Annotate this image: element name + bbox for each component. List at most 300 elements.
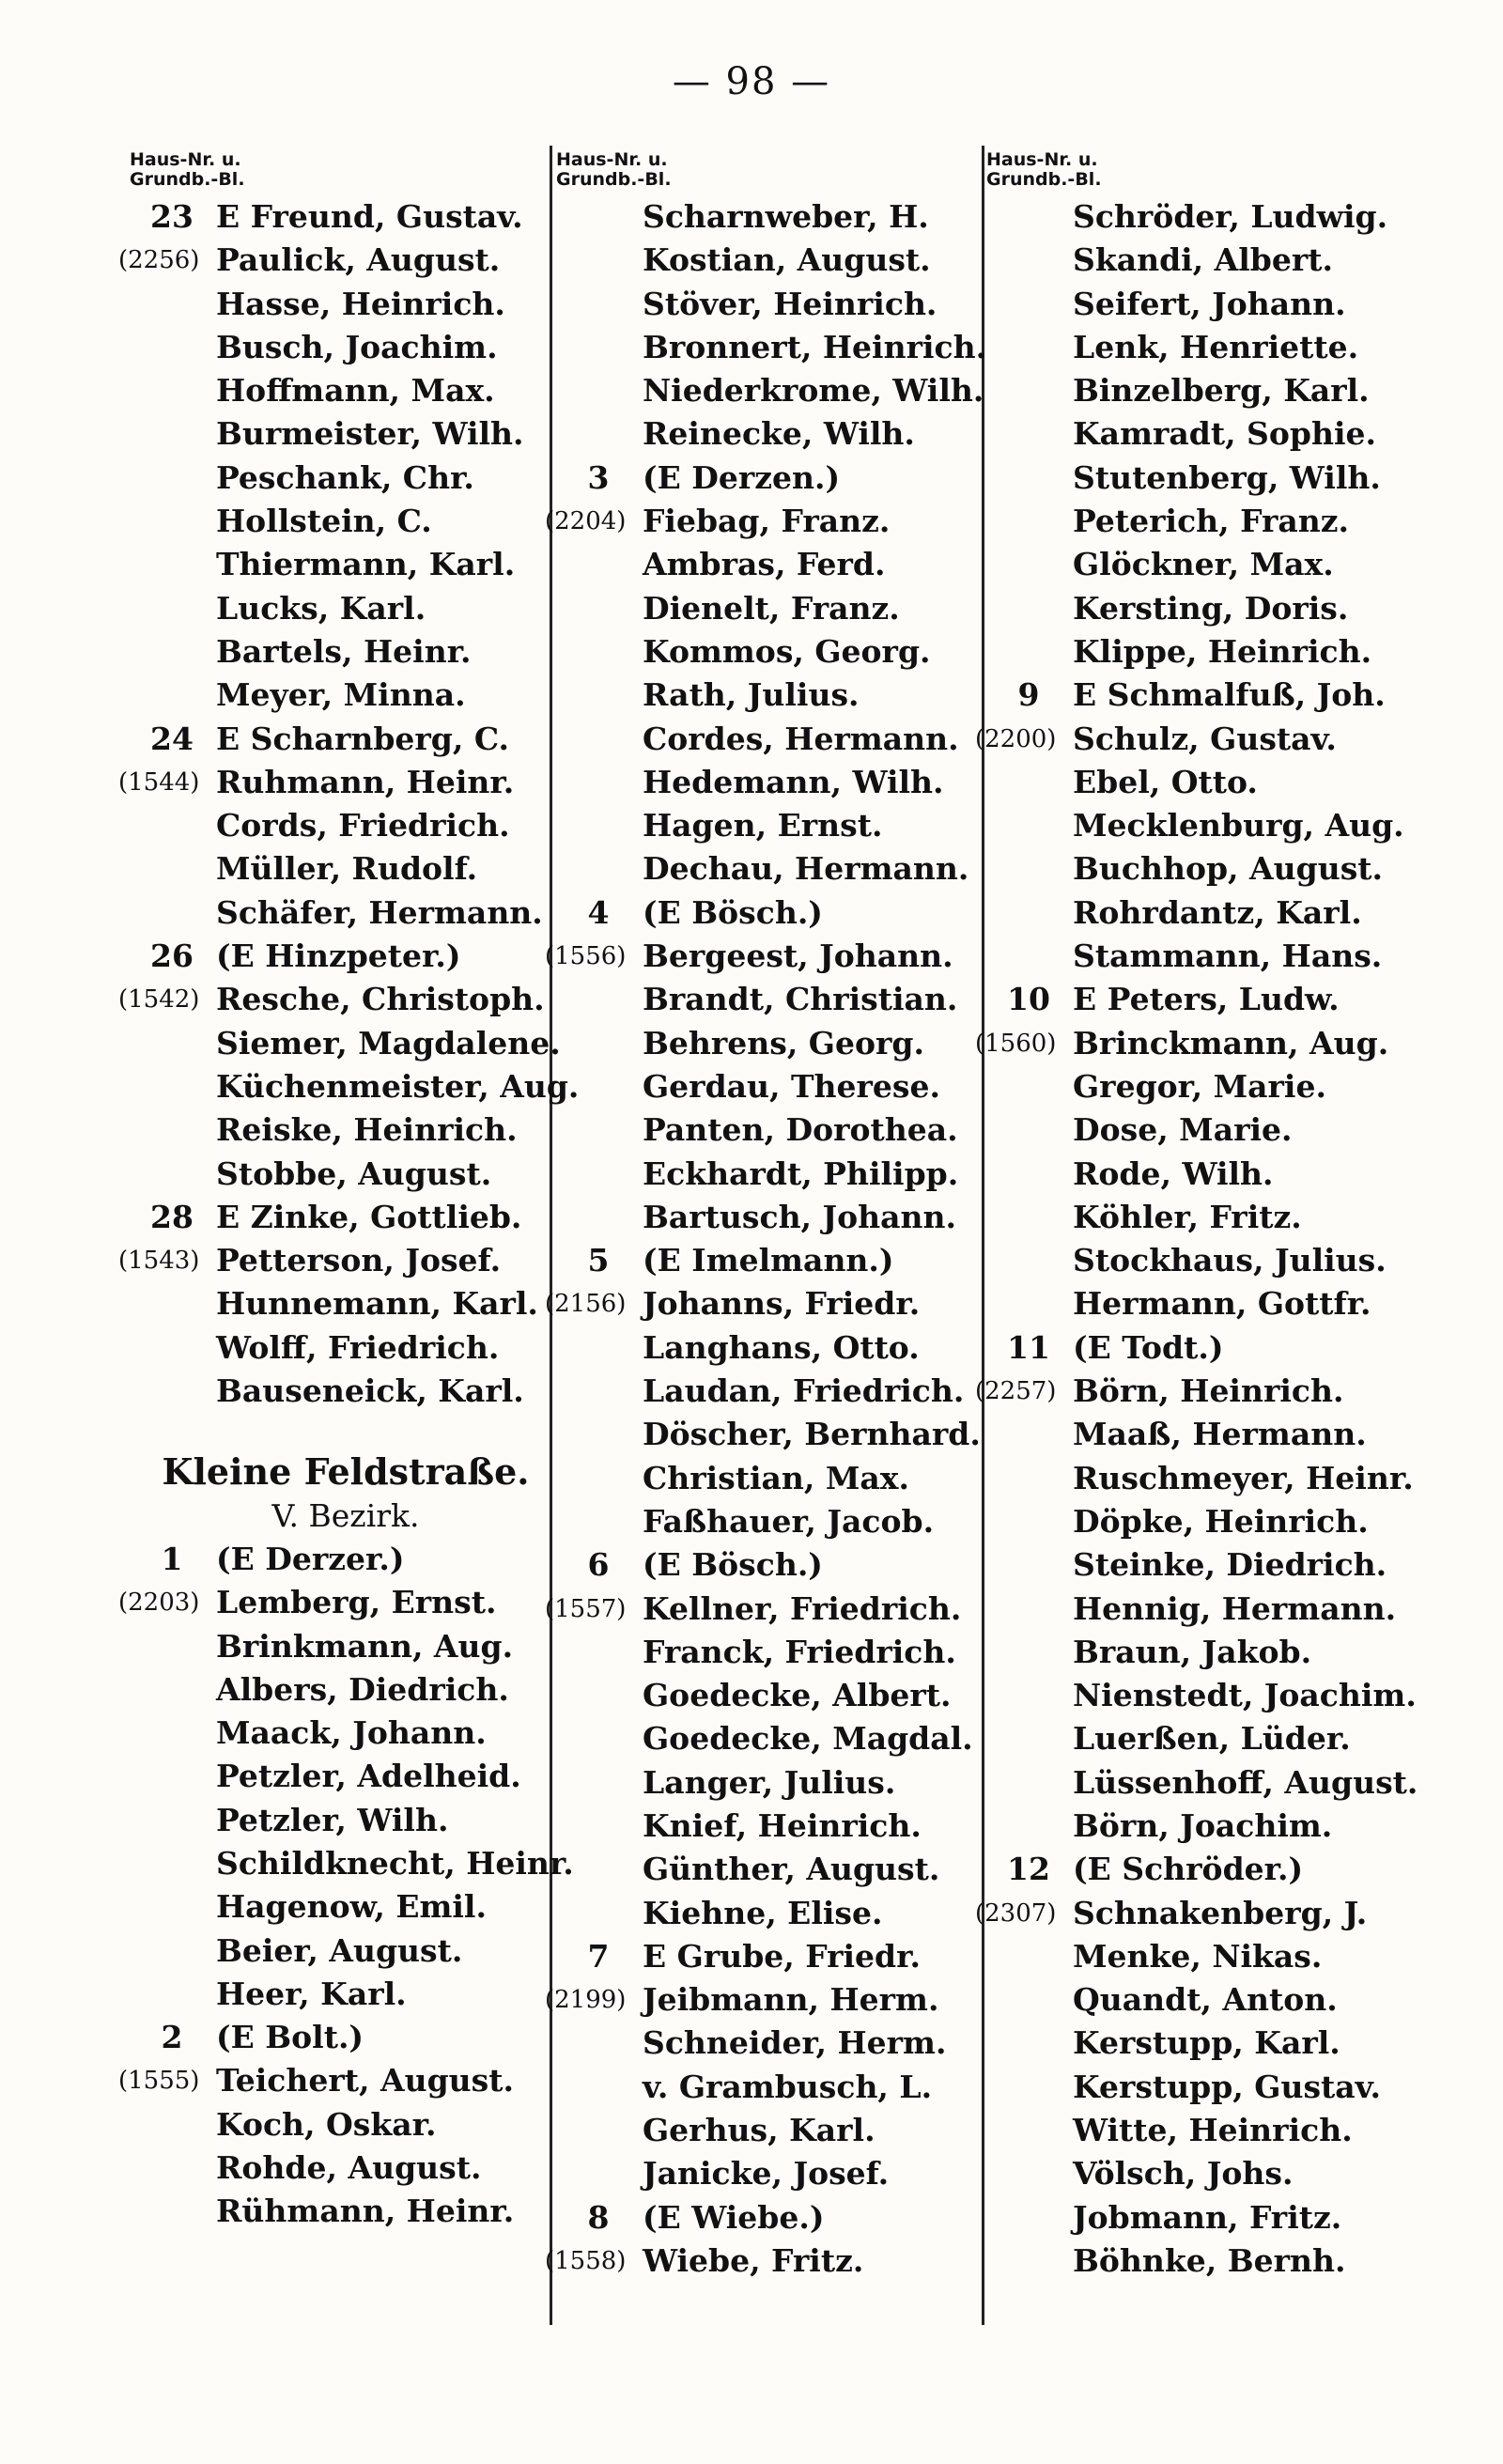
directory-entry (975, 1892, 1475, 1935)
directory-entry (545, 1588, 998, 1631)
directory-entry (118, 978, 562, 1021)
resident-name: Braun, Jakob. (1073, 1633, 1312, 1670)
resident-name: Rühmann, Heinr. (216, 2193, 515, 2230)
directory-entry (118, 2059, 562, 2102)
directory-entry (556, 457, 998, 500)
resident-name: (E Todt.) (1073, 1328, 1224, 1366)
column-header: Haus-Nr. u. Grundb.-Bl. (986, 149, 1102, 190)
directory-entry (556, 587, 998, 630)
column-header: Haus-Nr. u. Grundb.-Bl. (130, 149, 245, 190)
directory-entry (545, 935, 998, 978)
directory-entry (130, 283, 562, 326)
entry-list (545, 195, 998, 2283)
resident-name: Lüssenhoff, August. (1073, 1763, 1418, 1801)
directory-entry (130, 195, 562, 239)
directory-entry (130, 718, 562, 761)
register-number: (1558) (545, 2246, 627, 2275)
resident-name: Hedemann, Wilh. (643, 763, 944, 800)
directory-entry (130, 2016, 562, 2059)
directory-entry (130, 1538, 562, 1581)
directory-entry (130, 891, 562, 935)
directory-entry (545, 1282, 998, 1325)
directory-entry (556, 978, 998, 1021)
directory-entry (130, 1370, 562, 1413)
resident-name: Jobmann, Fritz. (1073, 2198, 1342, 2236)
resident-name: Goedecke, Albert. (643, 1677, 952, 1714)
resident-name: Resche, Christoph. (216, 981, 545, 1018)
resident-name: Janicke, Josef. (643, 2155, 890, 2193)
directory-entry (556, 1935, 998, 1978)
directory-entry (986, 2066, 1475, 2109)
resident-name: Lenk, Henriette. (1073, 328, 1359, 365)
resident-name: Scharnweber, H. (643, 198, 929, 235)
resident-name: Petterson, Josef. (216, 1242, 502, 1279)
resident-name: Laudan, Friedrich. (643, 1372, 965, 1410)
directory-entry (556, 1674, 998, 1717)
resident-name: Dose, Marie. (1073, 1111, 1293, 1149)
resident-name: Ruhmann, Heinr. (216, 763, 515, 800)
resident-name: Rohde, August. (216, 2149, 482, 2187)
resident-name: Burmeister, Wilh. (216, 415, 524, 453)
resident-name: Hermann, Gottfr. (1073, 1285, 1371, 1323)
directory-entry (130, 1799, 562, 1842)
directory-entry (556, 1196, 998, 1239)
directory-entry (986, 1239, 1475, 1282)
directory-entry (118, 761, 562, 804)
resident-name: E Zinke, Gottlieb. (216, 1198, 522, 1235)
directory-entry (556, 239, 998, 282)
directory-entry (986, 1588, 1475, 1631)
resident-name: Kamradt, Sophie. (1073, 415, 1376, 453)
resident-name: Klippe, Heinrich. (1073, 632, 1372, 670)
directory-entry (986, 847, 1475, 891)
directory-entry (556, 1500, 998, 1543)
directory-entry (986, 1065, 1475, 1108)
resident-name: Böhnke, Bernh. (1073, 2241, 1346, 2279)
directory-entry (130, 1625, 562, 1668)
directory-entry (130, 326, 562, 369)
resident-name: Schnakenberg, J. (1073, 1894, 1368, 1931)
resident-name: Rode, Wilh. (1073, 1155, 1274, 1192)
resident-name: Kiehne, Elise. (643, 1894, 883, 1931)
resident-name: Müller, Rudolf. (216, 850, 478, 888)
resident-name: Nienstedt, Joachim. (1073, 1677, 1417, 1714)
directory-entry (986, 1717, 1475, 1760)
resident-name: Gerdau, Therese. (643, 1067, 940, 1105)
resident-name: Stobbe, August. (216, 1155, 492, 1192)
column-3 (975, 149, 1475, 2283)
resident-name: Kerstupp, Karl. (1073, 2024, 1340, 2062)
directory-entry (556, 326, 998, 369)
resident-name: Dienelt, Franz. (643, 589, 900, 627)
resident-name: Reiske, Heinrich. (216, 1111, 518, 1149)
directory-entry (556, 1848, 998, 1891)
resident-name: Johanns, Friedr. (643, 1285, 921, 1323)
resident-name: Paulick, August. (216, 241, 501, 279)
directory-entry (986, 412, 1475, 456)
resident-name: Gerhus, Karl. (643, 2112, 875, 2149)
resident-name: Eckhardt, Philipp. (643, 1155, 959, 1192)
register-number: (2257) (975, 1377, 1057, 1406)
resident-name: Skandi, Albert. (1073, 241, 1333, 279)
resident-name: Hennig, Hermann. (1073, 1589, 1397, 1627)
house-number: 12 (1007, 1851, 1050, 1888)
directory-entry (130, 1712, 562, 1755)
directory-entry (986, 283, 1475, 326)
directory-entry (986, 2239, 1475, 2283)
register-number: (1560) (975, 1029, 1057, 1058)
resident-name: (E Wiebe.) (643, 2198, 825, 2236)
resident-name: Wolff, Friedrich. (216, 1328, 500, 1366)
directory-entry (130, 630, 562, 674)
directory-entry (130, 1842, 574, 1885)
house-number: 3 (587, 458, 610, 496)
resident-name: Hunnemann, Karl. (216, 1285, 538, 1323)
resident-name: Schildknecht, Heinr. (216, 1844, 574, 1882)
directory-entry (545, 500, 998, 543)
directory-entry (130, 1973, 562, 2016)
register-number: (1555) (118, 2067, 200, 2096)
directory-entry (556, 1805, 998, 1848)
directory-entry (130, 1153, 562, 1196)
entry-list (118, 1538, 574, 2234)
resident-name: Heer, Karl. (216, 1975, 407, 2012)
directory-entry (556, 412, 998, 456)
directory-entry (130, 847, 562, 891)
directory-entry (986, 457, 1475, 500)
directory-entry (556, 1892, 998, 1935)
directory-entry (556, 1457, 998, 1500)
resident-name: E Freund, Gustav. (216, 198, 523, 235)
directory-entry (118, 239, 562, 282)
directory-entry (556, 761, 998, 804)
resident-name: Ruschmeyer, Heinr. (1073, 1459, 1414, 1496)
resident-name: Thiermann, Karl. (216, 546, 516, 583)
resident-name: Maack, Johann. (216, 1714, 487, 1752)
resident-name: Börn, Joachim. (1073, 1806, 1333, 1844)
directory-entry (130, 935, 562, 978)
directory-entry (545, 1978, 998, 2022)
resident-name: Maaß, Hermann. (1073, 1416, 1367, 1453)
resident-name: Bauseneick, Karl. (216, 1372, 524, 1410)
directory-entry (986, 195, 1475, 239)
resident-name: Schulz, Gustav. (1073, 720, 1337, 757)
directory-entry (130, 2190, 562, 2233)
resident-name: Jeibmann, Herm. (643, 1981, 939, 2019)
resident-name: Albers, Diedrich. (216, 1670, 509, 1708)
resident-name: Brandt, Christian. (643, 981, 958, 1018)
directory-entry (986, 1674, 1475, 1717)
resident-name: Kellner, Friedrich. (643, 1589, 962, 1627)
resident-name: Behrens, Georg. (643, 1024, 924, 1062)
resident-name: Franck, Friedrich. (643, 1633, 956, 1670)
directory-entry (130, 1326, 562, 1370)
page-number: — 98 — (672, 60, 831, 103)
resident-name: Faßhauer, Jacob. (643, 1502, 935, 1540)
resident-name: Peschank, Chr. (216, 458, 474, 496)
directory-entry (556, 1631, 998, 1674)
directory-entry (556, 369, 998, 412)
resident-name: Luerßen, Lüder. (1073, 1720, 1351, 1758)
house-number: 4 (587, 893, 610, 931)
resident-name: Knief, Heinrich. (643, 1806, 922, 1844)
directory-entry (986, 326, 1475, 369)
house-number: 8 (587, 2198, 610, 2236)
directory-entry (986, 1500, 1475, 1543)
directory-entry (986, 1761, 1475, 1805)
house-number: 9 (1017, 676, 1040, 714)
resident-name: Seifert, Johann. (1073, 285, 1346, 322)
directory-entry (986, 543, 1475, 586)
directory-entry (986, 1543, 1475, 1587)
column-2 (545, 149, 998, 2283)
resident-name: Ebel, Otto. (1073, 763, 1258, 800)
resident-name: Kerstupp, Gustav. (1073, 2068, 1382, 2105)
resident-name: Küchenmeister, Aug. (216, 1067, 580, 1105)
directory-entry (556, 847, 998, 891)
resident-name: Kommos, Georg. (643, 632, 931, 670)
resident-name: Rohrdantz, Karl. (1073, 893, 1362, 931)
directory-entry (130, 500, 562, 543)
register-number: (2199) (545, 1986, 627, 2015)
resident-name: Peterich, Franz. (1073, 503, 1349, 540)
house-number: 5 (587, 1242, 610, 1279)
directory-entry (975, 1370, 1475, 1413)
resident-name: Hasse, Heinrich. (216, 285, 505, 322)
street-heading: Kleine Feldstraße. (162, 1450, 530, 1494)
resident-name: Hagen, Ernst. (643, 807, 883, 845)
resident-name: Stockhaus, Julius. (1073, 1242, 1387, 1279)
resident-name: E Peters, Ludw. (1073, 981, 1340, 1018)
column-1 (118, 149, 580, 2234)
directory-entry (556, 1065, 998, 1108)
directory-entry (556, 630, 998, 674)
directory-entry (986, 1805, 1475, 1848)
resident-name: Petzler, Wilh. (216, 1801, 449, 1838)
directory-entry (130, 804, 562, 847)
column-header: Haus-Nr. u. Grundb.-Bl. (556, 149, 672, 190)
house-number: 26 (150, 938, 194, 975)
directory-entry (986, 1457, 1475, 1500)
resident-name: Brinckmann, Aug. (1073, 1024, 1389, 1062)
resident-name: (E Derzer.) (216, 1540, 405, 1577)
resident-name: Busch, Joachim. (216, 328, 498, 365)
resident-name: Cords, Friedrich. (216, 807, 510, 845)
resident-name: Meyer, Minna. (216, 676, 466, 714)
directory-entry (556, 2022, 998, 2065)
resident-name: Teichert, August. (216, 2062, 514, 2100)
resident-name: (E Bösch.) (643, 1546, 823, 1584)
resident-name: Gregor, Marie. (1073, 1067, 1326, 1105)
directory-entry (556, 1022, 998, 1065)
resident-name: Bronnert, Heinrich. (643, 328, 987, 365)
register-number: (2256) (118, 246, 200, 275)
directory-entry (975, 718, 1475, 761)
directory-entry (986, 1413, 1475, 1456)
resident-name: Glöckner, Max. (1073, 546, 1334, 583)
directory-entry (986, 674, 1475, 717)
resident-name: Panten, Dorothea. (643, 1111, 958, 1149)
resident-name: Schäfer, Hermann. (216, 893, 543, 931)
resident-name: Hoffmann, Max. (216, 372, 495, 410)
resident-name: Steinke, Diedrich. (1073, 1546, 1387, 1584)
directory-entry (986, 630, 1475, 674)
resident-name: Stammann, Hans. (1073, 938, 1383, 975)
resident-name: Bergeest, Johann. (643, 938, 953, 975)
house-number: 10 (1007, 981, 1050, 1018)
resident-name: Döpke, Heinrich. (1073, 1502, 1369, 1540)
resident-name: Goedecke, Magdal. (643, 1720, 973, 1758)
resident-name: (E Schröder.) (1073, 1851, 1304, 1888)
directory-entry (130, 1065, 580, 1108)
directory-entry (986, 2022, 1475, 2065)
register-number: (2156) (545, 1290, 627, 1319)
directory-entry (556, 1761, 998, 1805)
directory-entry (130, 369, 562, 412)
register-number: (2307) (975, 1898, 1057, 1928)
spacer (130, 1413, 562, 1450)
entry-list (975, 195, 1475, 2283)
resident-name: Döscher, Bernhard. (643, 1416, 981, 1453)
directory-entry (986, 761, 1475, 804)
directory-entry (556, 2196, 998, 2239)
directory-entry (556, 2066, 998, 2109)
register-number: (1556) (545, 942, 627, 971)
directory-entry (556, 1717, 998, 1760)
directory-entry (986, 2196, 1475, 2239)
directory-entry (556, 718, 998, 761)
directory-entry (130, 1668, 562, 1712)
directory-entry (556, 2152, 998, 2195)
house-number: 2 (161, 2019, 183, 2056)
directory-entry (130, 1929, 562, 1973)
directory-entry (556, 195, 998, 239)
register-number: (2204) (545, 507, 627, 536)
directory-entry (130, 1108, 562, 1152)
directory-entry (130, 1885, 562, 1929)
resident-name: Lemberg, Ernst. (216, 1584, 497, 1621)
directory-entry (130, 2146, 562, 2190)
directory-entry (986, 1326, 1475, 1370)
resident-name: Mecklenburg, Aug. (1073, 807, 1404, 845)
directory-entry (130, 1282, 562, 1325)
directory-entry (130, 587, 562, 630)
resident-name: Niederkrome, Wilh. (643, 372, 984, 410)
directory-entry (556, 674, 998, 717)
resident-name: Siemer, Magdalene. (216, 1024, 561, 1062)
house-number: 28 (150, 1198, 194, 1235)
house-number: 7 (587, 1937, 610, 1975)
resident-name: Reinecke, Wilh. (643, 415, 915, 453)
directory-entry (975, 1022, 1475, 1065)
directory-entry (986, 2109, 1475, 2152)
house-number: 24 (150, 720, 194, 757)
resident-name: (E Bolt.) (216, 2019, 364, 2056)
resident-name: (E Hinzpeter.) (216, 938, 461, 975)
directory-entry (130, 543, 562, 586)
directory-entry (556, 1326, 998, 1370)
resident-name: Dechau, Hermann. (643, 850, 969, 888)
resident-name: v. Grambusch, L. (643, 2068, 933, 2105)
directory-entry (986, 1935, 1475, 1978)
directory-entry (118, 1581, 562, 1624)
directory-entry (130, 1022, 562, 1065)
resident-name: Langhans, Otto. (643, 1328, 920, 1366)
directory-entry (986, 2152, 1475, 2195)
directory-entry (986, 1848, 1475, 1891)
directory-entry (130, 674, 562, 717)
resident-name: E Schmalfuß, Joh. (1073, 676, 1386, 714)
resident-name: Fiebag, Franz. (643, 503, 891, 540)
directory-entry (556, 2109, 998, 2152)
directory-entry (118, 1239, 562, 1282)
directory-entry (986, 369, 1475, 412)
resident-name: Menke, Nikas. (1073, 1937, 1323, 1975)
resident-name: Kostian, August. (643, 241, 931, 279)
resident-name: (E Derzen.) (643, 458, 841, 496)
directory-entry (556, 283, 998, 326)
directory-entry (556, 1543, 998, 1587)
directory-entry (986, 1631, 1475, 1674)
register-number: (1543) (118, 1247, 200, 1276)
directory-entry (130, 457, 562, 500)
directory-entry (556, 804, 998, 847)
resident-name: Köhler, Fritz. (1073, 1198, 1302, 1235)
directory-entry (556, 1370, 998, 1413)
resident-name: Christian, Max. (643, 1459, 909, 1496)
directory-entry (130, 1755, 562, 1798)
resident-name: Bartusch, Johann. (643, 1198, 957, 1235)
register-number: (2203) (118, 1588, 200, 1618)
register-number: (1557) (545, 1594, 627, 1623)
directory-entry (556, 1239, 998, 1282)
resident-name: Hollstein, C. (216, 503, 432, 540)
register-number: (2200) (975, 724, 1057, 753)
resident-name: Wiebe, Fritz. (643, 2241, 864, 2279)
directory-entry (986, 1108, 1475, 1152)
house-number: 11 (1007, 1328, 1050, 1366)
resident-name: Hagenow, Emil. (216, 1888, 487, 1926)
directory-entry (556, 891, 998, 935)
directory-entry (130, 412, 562, 456)
directory-entry (556, 543, 998, 586)
directory-entry (130, 2103, 562, 2146)
resident-name: Lucks, Karl. (216, 589, 426, 627)
directory-entry (986, 500, 1475, 543)
directory-entry (986, 891, 1475, 935)
resident-name: Börn, Heinrich. (1073, 1372, 1344, 1410)
resident-name: Ambras, Ferd. (643, 546, 886, 583)
resident-name: Quandt, Anton. (1073, 1981, 1338, 2019)
directory-entry (986, 587, 1475, 630)
resident-name: Witte, Heinrich. (1073, 2112, 1353, 2149)
directory-entry (130, 1196, 562, 1239)
house-number: 6 (587, 1546, 610, 1584)
register-number: (1544) (118, 767, 200, 797)
resident-name: Rath, Julius. (643, 676, 860, 714)
directory-entry (556, 1108, 998, 1152)
directory-entry (986, 239, 1475, 282)
directory-entry (556, 1153, 998, 1196)
directory-entry (986, 978, 1475, 1021)
resident-name: Koch, Oskar. (216, 2105, 437, 2143)
resident-name: Binzelberg, Karl. (1073, 372, 1370, 410)
resident-name: Cordes, Hermann. (643, 720, 959, 757)
resident-name: Stutenberg, Wilh. (1073, 458, 1381, 496)
resident-name: Brinkmann, Aug. (216, 1627, 514, 1665)
directory-entry (986, 935, 1475, 978)
resident-name: Völsch, Johs. (1073, 2155, 1294, 2193)
